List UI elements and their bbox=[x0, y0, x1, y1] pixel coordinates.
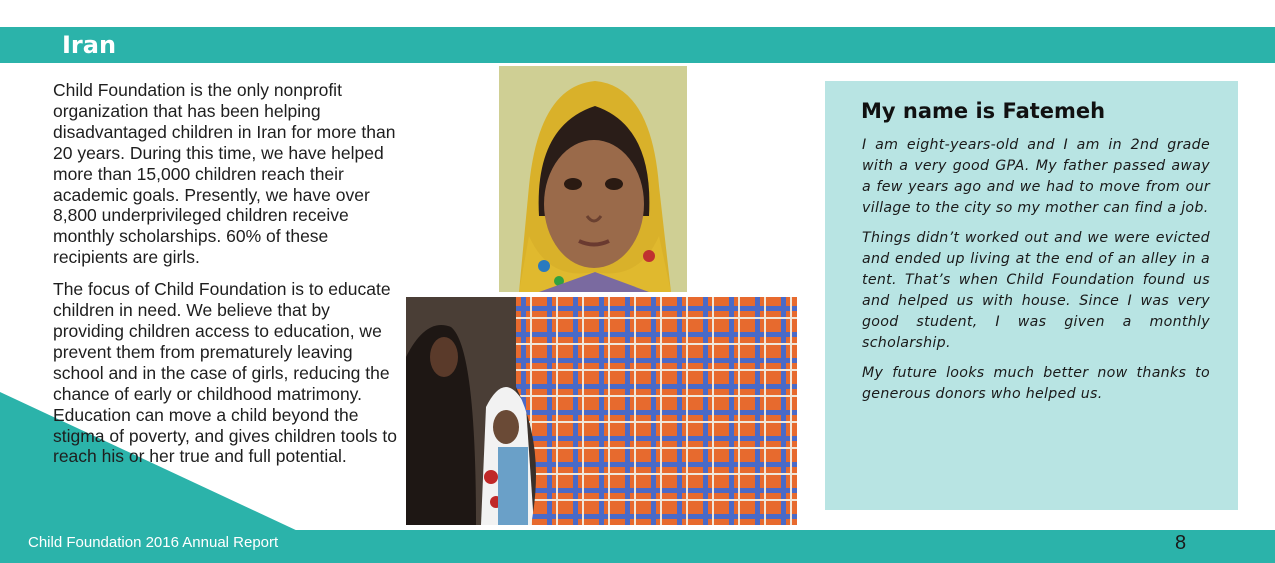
intro-text bbox=[53, 80, 405, 478]
story-title: My name is Fatemeh bbox=[861, 99, 1106, 123]
page-title: Iran bbox=[62, 31, 117, 59]
intro-paragraph: Child Foundation is the only nonprofit organization that has been helping disadvantaged children in Iran for more than 20 years. During this time, we have helped more than 15,000 children reach their academic goals. Presently, we have over 8,800 underprivileged children receive monthly scholarships. 60% of these recipients are girls. bbox=[53, 80, 396, 268]
girl-portrait-image bbox=[499, 66, 687, 292]
footer-bar bbox=[0, 530, 1275, 563]
curtain-photo bbox=[406, 297, 797, 525]
page-number: 8 bbox=[1175, 532, 1187, 554]
portrait-photo bbox=[499, 66, 687, 292]
story-box bbox=[825, 81, 1238, 510]
children-behind-curtain-image bbox=[406, 297, 797, 525]
story-body bbox=[862, 135, 1210, 414]
footer-text: Child Foundation 2016 Annual Report bbox=[28, 534, 279, 551]
story-paragraph: My future looks much better now thanks to generous donors who helped us. bbox=[862, 365, 1210, 402]
story-paragraph: Things didn’t worked out and we were evicted and ended up living at the end of an alley in a tent. That’s when Child Foundation found us and helped us with house. Since I was very good student, I was given a monthly scholarship. bbox=[862, 230, 1210, 351]
intro-paragraph: The focus of Child Foundation is to educate children in need. We believe that by providing children access to education, we prevent them from prematurely leaving school and in the case of girls, reducing the chance of early or childhood matrimony. Education can move a child beyond the stigma of poverty, and gives children tools to reach his or her true and full potential. bbox=[53, 279, 398, 467]
story-paragraph: I am eight-years-old and I am in 2nd grade with a very good GPA. My father passed away a few years ago and we had to move from our village to the city so my mother can find a job. bbox=[862, 137, 1210, 216]
header-bar bbox=[0, 27, 1275, 63]
